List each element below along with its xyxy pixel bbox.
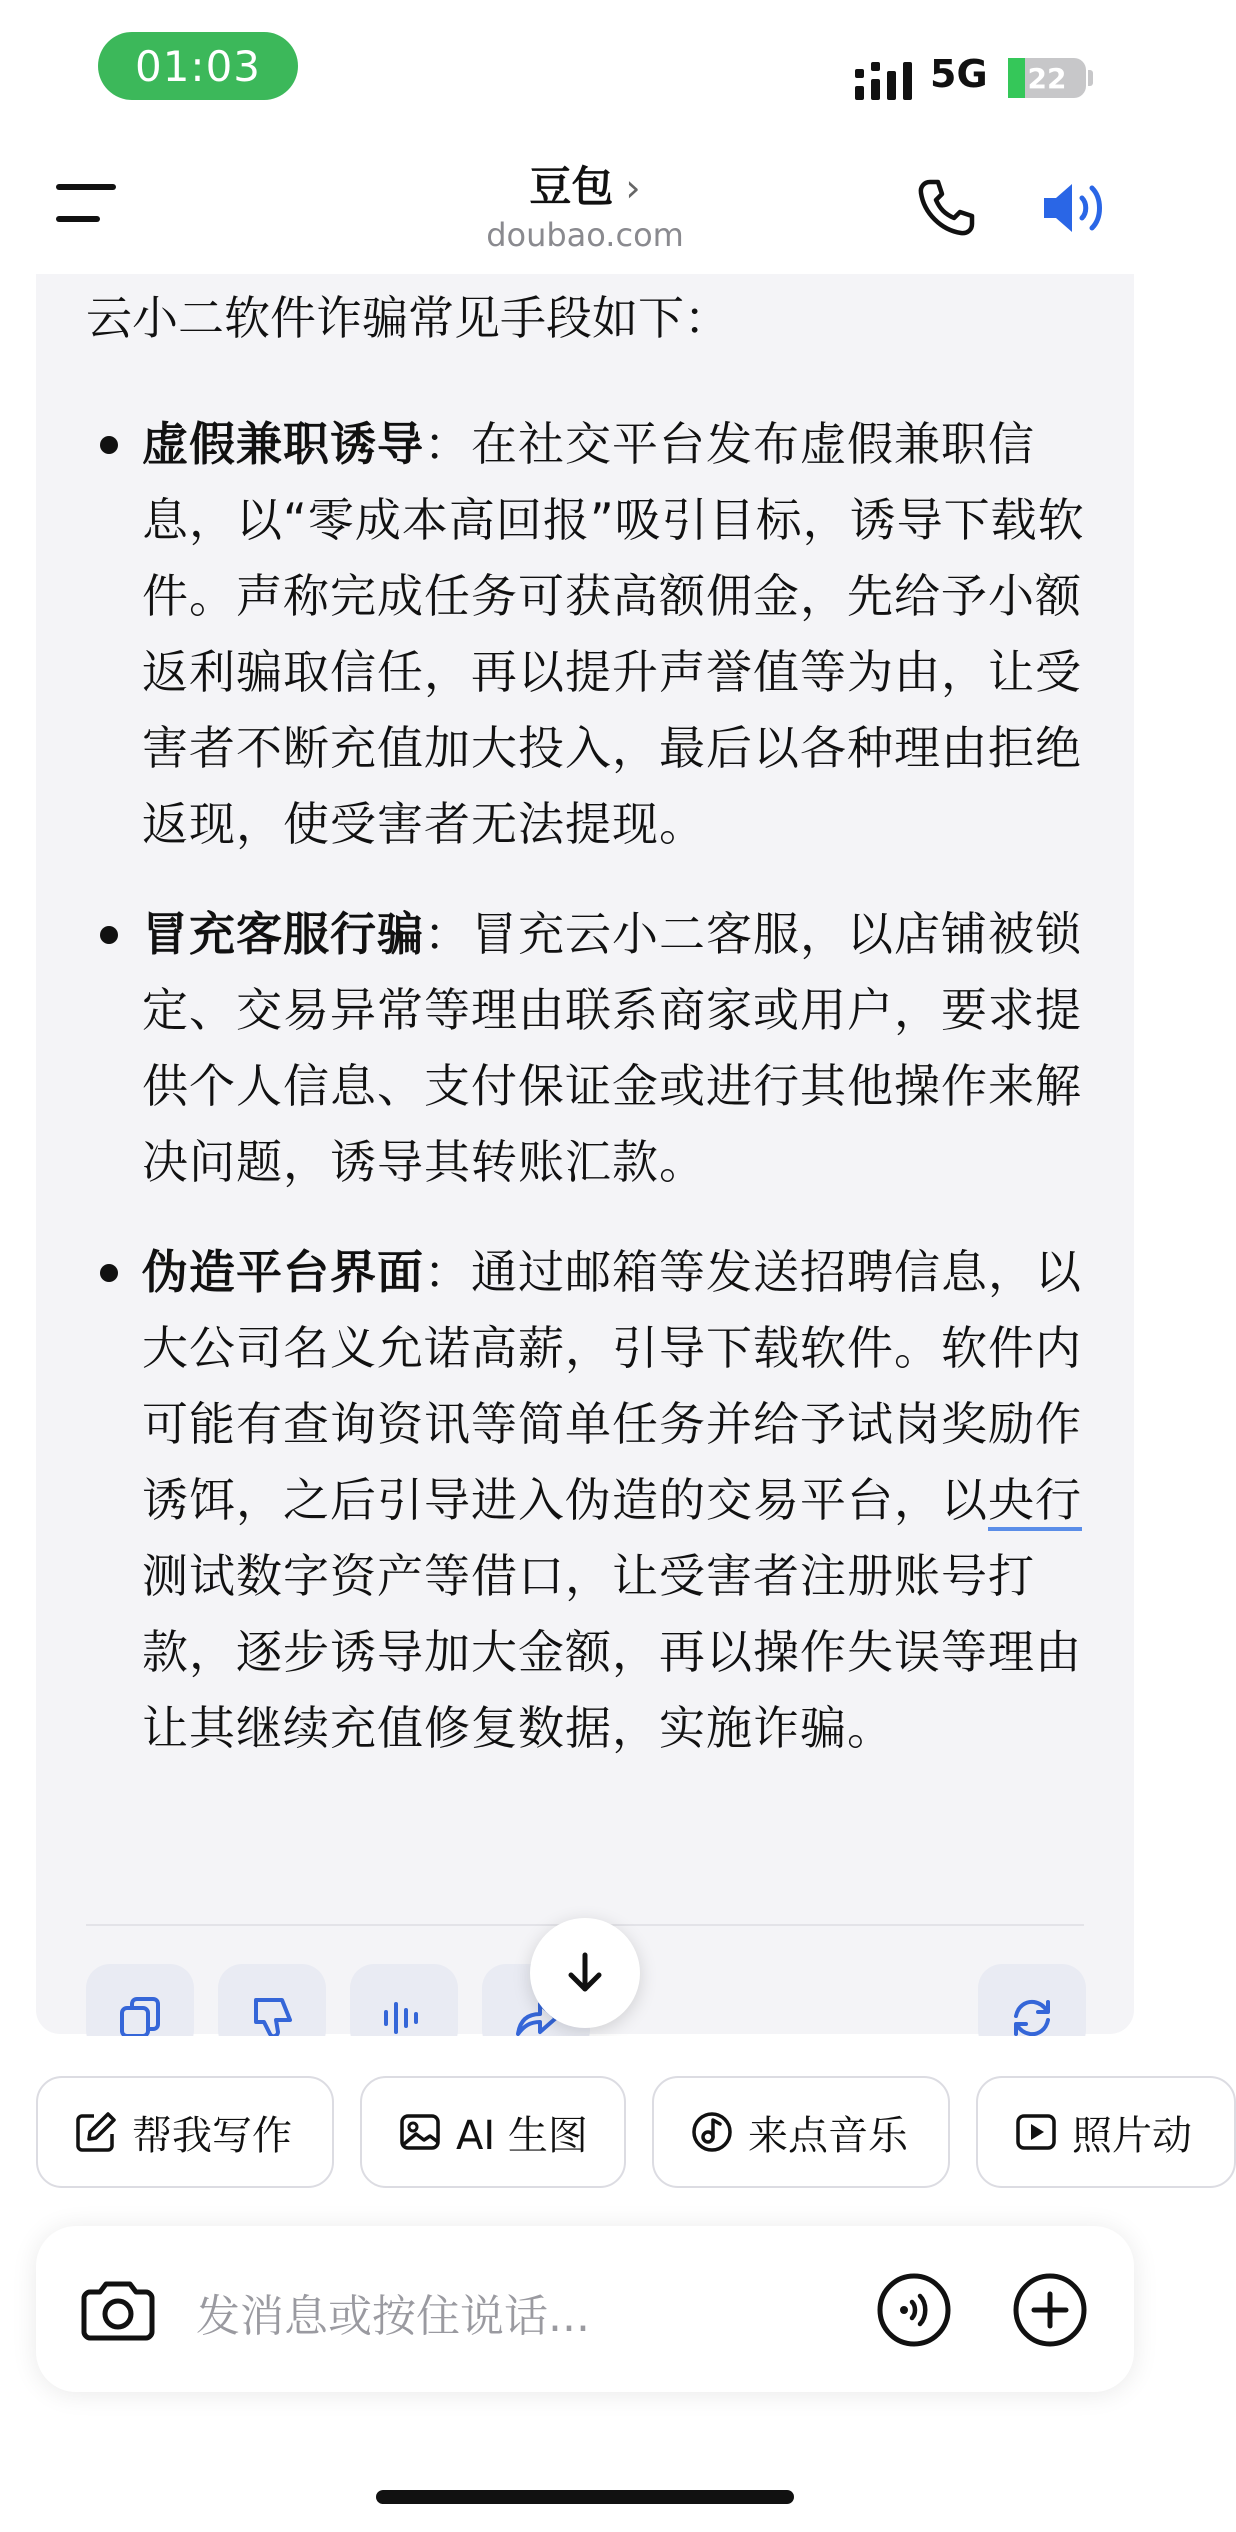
item-text: 测试数字资产等借口，让受害者注册账号打款，逐步诱导加大金额，再以操作失误等理由让其继续充值修复数据，实施诈骗。 <box>142 1549 1082 1755</box>
item-title: 伪造平台界面 <box>142 1245 424 1299</box>
item-title: 冒充客服行骗 <box>142 907 424 961</box>
composer-area <box>0 2036 1192 2532</box>
music-icon <box>690 2110 734 2154</box>
item-text: ：在社交平台发布虚假兼职信息，以“零成本高回报”吸引目标，诱导下载软件。声称完成任务可获高额佣金，先给予小额返利骗取信任，再以提升声誉值等为由，让受害者不断充值加大投入，最后以各种理由拒绝返现，使受害者无法提现。 <box>142 417 1085 851</box>
list-item <box>86 896 1126 1200</box>
chip-photo-animate[interactable] <box>976 2076 1236 2188</box>
top-nav <box>0 140 1170 270</box>
assistant-message-card <box>36 274 1134 2034</box>
chip-label: 帮我写作 <box>132 2112 292 2159</box>
item-text: ：通过邮箱等发送招聘信息，以大公司名义允诺高薪，引导下载软件。软件内可能有查询资讯等简单任务并给予试岗奖励作诱饵，之后引导进入伪造的交易平台，以 <box>142 1245 1082 1527</box>
battery-percent: 22 <box>1027 61 1067 95</box>
message-input[interactable]: 发消息或按住说话... <box>196 2291 590 2342</box>
linked-term[interactable]: 央行 <box>988 1473 1082 1531</box>
bullet <box>100 436 118 454</box>
quick-actions <box>36 2076 1192 2188</box>
scroll-to-bottom-button[interactable] <box>530 1918 640 2028</box>
chip-write[interactable] <box>36 2076 334 2188</box>
fraud-methods-list <box>86 406 1126 1800</box>
chip-label: 照片动 <box>1072 2112 1192 2159</box>
phone-icon[interactable] <box>914 176 978 240</box>
bullet <box>100 1264 118 1282</box>
read-aloud-icon <box>380 1994 428 2042</box>
signal-bars-icon <box>855 62 913 100</box>
chip-music[interactable] <box>652 2076 950 2188</box>
arrow-down-icon <box>563 1951 607 1995</box>
regenerate-icon <box>1008 1994 1056 2042</box>
chat-title[interactable] <box>0 154 1170 214</box>
plus-icon[interactable] <box>1012 2272 1088 2348</box>
status-bar <box>0 0 1170 140</box>
voice-call-icon[interactable] <box>876 2272 952 2348</box>
chat-subtitle: doubao.com <box>486 216 684 254</box>
network-type: 5G <box>930 52 988 96</box>
list-item <box>86 1234 1126 1766</box>
chip-label: AI 生图 <box>456 2112 588 2159</box>
home-indicator <box>376 2490 794 2504</box>
camera-icon[interactable] <box>82 2276 154 2342</box>
image-icon <box>398 2110 442 2154</box>
play-icon <box>1014 2110 1058 2154</box>
bullet <box>100 926 118 944</box>
item-text: ：冒充云小二客服，以店铺被锁定、交易异常等理由联系商家或用户，要求提供个人信息、支付保证金或进行其他操作来解决问题，诱导其转账汇款。 <box>142 907 1082 1189</box>
battery-icon <box>1008 58 1086 98</box>
battery-cap <box>1088 70 1093 86</box>
edit-icon <box>74 2110 118 2154</box>
chat-title-label: 豆包 <box>529 162 614 211</box>
item-title: 虚假兼职诱导 <box>142 417 424 471</box>
status-time: 01:03 <box>98 32 298 100</box>
chevron-right-icon: › <box>625 166 641 210</box>
chip-ai-image[interactable] <box>360 2076 626 2188</box>
message-input-bar[interactable] <box>36 2226 1134 2392</box>
message-intro: 云小二软件诈骗常见手段如下： <box>86 291 730 345</box>
list-item <box>86 406 1126 862</box>
speaker-icon[interactable] <box>1040 176 1112 240</box>
copy-icon <box>116 1994 164 2042</box>
dislike-icon <box>248 1994 296 2042</box>
chip-label: 来点音乐 <box>748 2112 908 2159</box>
